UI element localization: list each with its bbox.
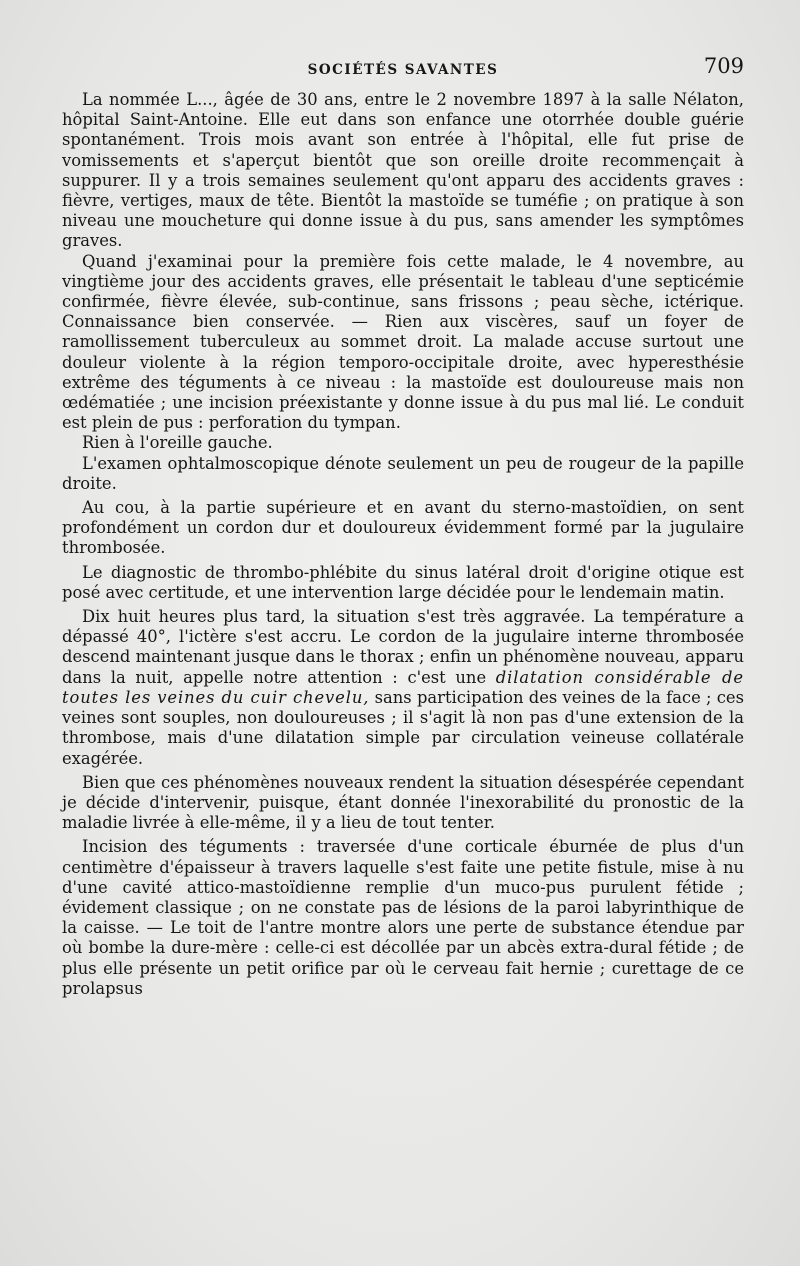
- paragraph-incision: Incision des téguments : traversée d'une corticale éburnée de plus d'un centimètre d'épaisseur à travers laquelle s'est faite une petite fistule, mise à nu d'une cavité attico-mastoïdienne remplie d'un muco-pus purulent fétide ; évidement classique ; on ne constate pas de lésions de la paroi labyrinthique de la caisse. — Le toit de l'antre montre alors une perte de substance étendue par où bombe la dure-mère : celle-ci est décollée par un abcès extra-dural fétide ; de plus elle présente un petit orifice par où le cerveau fait hernie ; curettage de ce prolapsus: [62, 837, 744, 998]
- paragraph-decision: Bien que ces phénomènes nouveaux rendent la situation désespérée cependant je décide d'intervenir, puisque, étant donnée l'inexorabilité du pronostic de la maladie livrée à elle-même, il y a lieu de tout tenter.: [62, 772, 744, 833]
- paragraph-ophthalmoscopy: L'examen ophtalmoscopique dénote seulement un peu de rougeur de la papille droite.: [62, 453, 744, 493]
- running-title: SOCIÉTÉS SAVANTES: [307, 62, 499, 78]
- paragraph-aggravation: [62, 607, 744, 769]
- page-number: 709: [703, 54, 744, 78]
- body-text: [62, 90, 744, 999]
- paragraph-admission: La nommée L..., âgée de 30 ans, entre le 2 novembre 1897 à la salle Nélaton, hôpital Saint-Antoine. Elle eut dans son enfance une otorrhée double guérie spontanément. Trois mois avant son entrée à l'hôpital, elle fut prise de vomissements et s'aperçut bientôt que son oreille droite recommençait à suppurer. Il y a trois semaines seulement qu'ont apparu des accidents graves : fièvre, vertiges, maux de tête. Bientôt la mastoïde se tuméfie ; on pratique à son niveau une moucheture qui donne issue à du pus, sans amender les symptômes graves.: [62, 90, 744, 251]
- running-header: [62, 50, 744, 90]
- paragraph-neck: Au cou, à la partie supérieure et en avant du sterno-mastoïdien, on sent profondément un cordon dur et douloureux évidemment formé par la jugulaire thrombosée.: [62, 498, 744, 558]
- paragraph-examination: Quand j'examinai pour la première fois cette malade, le 4 novembre, au vingtième jour des accidents graves, elle présentait le tableau d'une septicémie confirmée, fièvre élevée, sub-continue, sans frissons ; peau sèche, ictérique. Connaissance bien conservée. — Rien aux viscères, sauf un foyer de ramollissement tuberculeux au sommet droit. La malade accuse surtout une douleur violente à la région temporo-occipitale droite, avec hyperesthésie extrême des téguments à ce niveau : la mastoïde est douloureuse mais non œdématiée ; une incision préexistante y donne issue à du pus mal lié. Le conduit est plein de pus : perforation du tympan.: [62, 251, 744, 433]
- paragraph-left-ear: Rien à l'oreille gauche.: [82, 433, 273, 453]
- aggravation-text-before: Dix huit heures plus tard, la situation s'est très aggravée. La température a dépassé 40°, l'ictère s'est accru. Le cordon de la jugulaire interne thrombosée descend maintenant jusque dans le thorax ; enfin un phénomène nouveau, apparu dans la nuit, appelle notre attention : c'est une: [62, 607, 744, 687]
- aggravation-italic-text: dilatation considérable de toutes les veines du cuir chevelu,: [62, 667, 744, 707]
- aggravation-text-after: sans participation des veines de la face ; ces veines sont souples, non douloureuses ; il s'agit là non pas d'une extension de la thrombose, mais d'une dilatation simple par circulation veineuse collatérale exagérée.: [62, 687, 744, 768]
- paragraph-diagnosis: Le diagnostic de thrombo-phlébite du sinus latéral droit d'origine otique est posé avec certitude, et une intervention large décidée pour le lendemain matin.: [62, 562, 744, 602]
